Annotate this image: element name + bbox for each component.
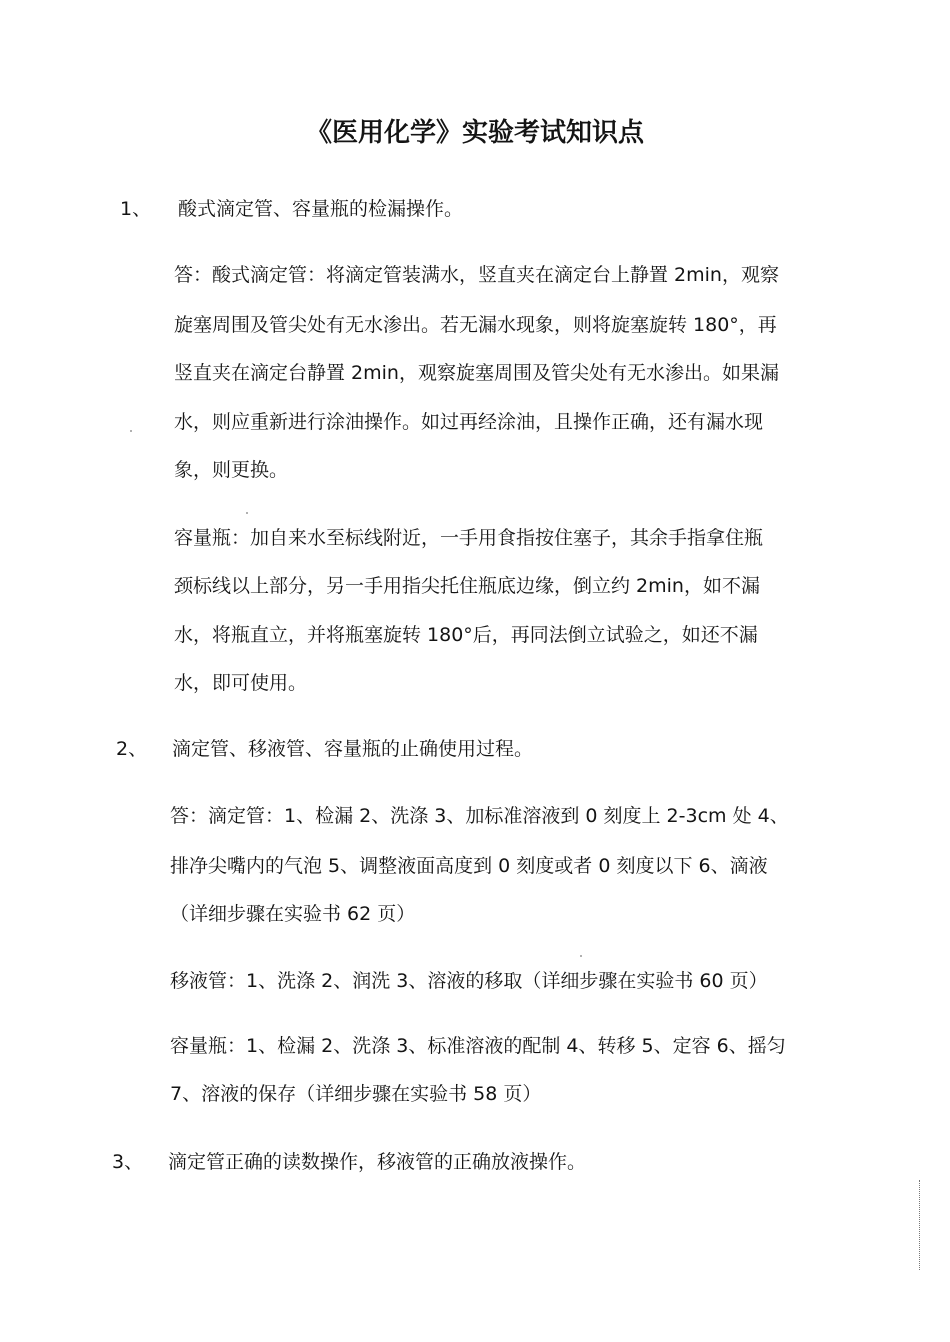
- document-title: 《医用化学》实验考试知识点: [305, 118, 644, 148]
- answer-line: 7、溶液的保存（详细步骤在实验书 58 页）: [170, 1083, 542, 1105]
- answer-line: 移液管：1、洗涤 2、润洗 3、溶液的移取（详细步骤在实验书 60 页）: [170, 970, 768, 992]
- answer-line: 水，即可使用。: [174, 672, 308, 694]
- scan-speck: [580, 955, 582, 957]
- answer-line: 旋塞周围及管尖处有无水渗出。若无漏水现象，则将旋塞旋转 180°，再: [174, 314, 777, 336]
- section-2-number: 2、: [116, 738, 148, 760]
- answer-line: 容量瓶：加自来水至标线附近，一手用食指按住塞子，其余手指拿住瓶: [174, 527, 764, 549]
- answer-line: 象，则更换。: [174, 459, 289, 481]
- section-3-question: 滴定管正确的读数操作，移液管的正确放液操作。: [168, 1151, 587, 1173]
- answer-line: 答：滴定管：1、检漏 2、洗涤 3、加标准溶液到 0 刻度上 2-3cm 处 4、: [170, 805, 789, 827]
- answer-line: 竖直夹在滴定台静置 2min，观察旋塞周围及管尖处有无水渗出。如果漏: [174, 362, 779, 384]
- section-2-question: 滴定管、移液管、容量瓶的止确使用过程。: [172, 738, 534, 760]
- answer-line: 容量瓶：1、检漏 2、洗涤 3、标准溶液的配制 4、转移 5、定容 6、摇匀: [170, 1035, 786, 1057]
- scan-edge-artifact: [919, 1180, 922, 1270]
- scan-speck: [246, 512, 248, 514]
- answer-line: 答：酸式滴定管：将滴定管装满水，竖直夹在滴定台上静置 2min，观察: [174, 264, 779, 286]
- section-3-number: 3、: [112, 1151, 144, 1173]
- section-1-question: 酸式滴定管、容量瓶的检漏操作。: [178, 198, 464, 220]
- answer-line: 颈标线以上部分，另一手用指尖托住瓶底边缘，倒立约 2min，如不漏: [174, 575, 760, 597]
- answer-line: 水，将瓶直立，并将瓶塞旋转 180°后，再同法倒立试验之，如还不漏: [174, 624, 758, 646]
- answer-line: 水，则应重新进行涂油操作。如过再经涂油，且操作正确，还有漏水现: [174, 411, 764, 433]
- section-1-number: 1、: [120, 198, 152, 220]
- answer-line: 排净尖嘴内的气泡 5、调整液面高度到 0 刻度或者 0 刻度以下 6、滴液: [170, 855, 768, 877]
- scan-speck: [130, 430, 132, 432]
- answer-line: （详细步骤在实验书 62 页）: [170, 903, 416, 925]
